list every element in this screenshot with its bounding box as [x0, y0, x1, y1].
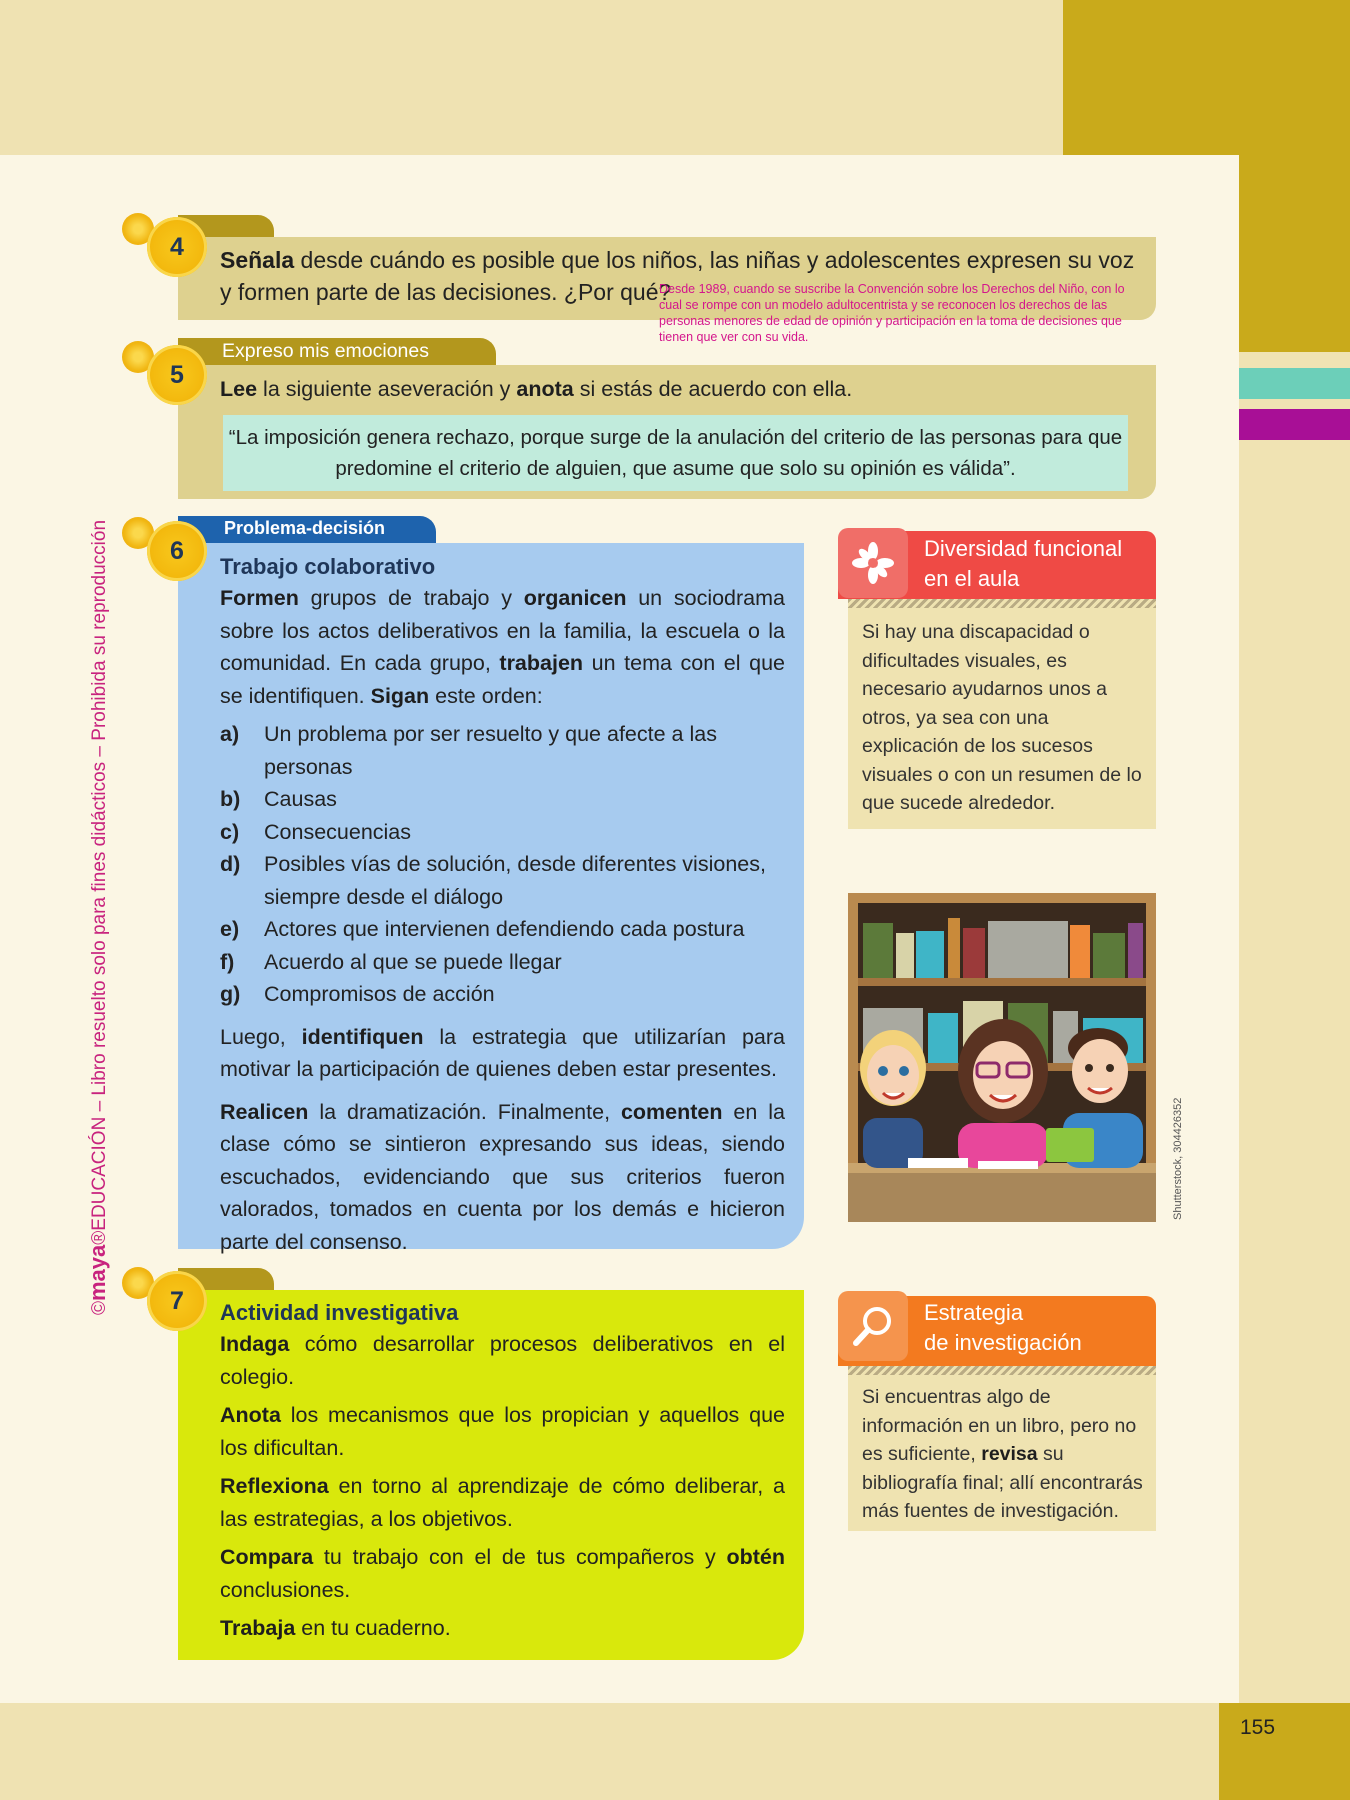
- right-margin-band: [1239, 352, 1350, 1800]
- activity-5-instruction: Lee la siguiente aseveración y anota si estás de acuerdo con ella.: [220, 377, 853, 401]
- list-item: b) Causas: [220, 787, 337, 811]
- activity-number-badge: 7: [147, 1271, 207, 1331]
- publisher-brand: maya: [85, 1244, 110, 1301]
- research-card-text: Si encuentras algo de información en un libro, pero no es suficiente, revisa su bibliografía final; allí encontrarás más fuentes de investigación.: [862, 1386, 1143, 1522]
- hatch-divider: [848, 599, 1156, 608]
- activity-6-title: Trabajo colaborativo: [220, 554, 436, 579]
- diversity-card-title: Diversidad funcional en el aula: [924, 536, 1123, 591]
- activity-6-tab-label: Problema-decisión: [224, 518, 386, 538]
- list-item: f) Acuerdo al que se puede llegar: [220, 949, 562, 974]
- activity-4-question: Señala desde cuándo es posible que los niños, las niñas y adolescentes expresen su voz y formen parte de las decisiones. ¿Por qué?: [220, 247, 1135, 305]
- list-item: c) Consecuencias: [220, 819, 412, 844]
- list-item: a) Un problema por ser resuelto y que afecte a las personas: [220, 722, 717, 779]
- students-library-illustration: [848, 893, 1156, 1222]
- activity-7-title: Actividad investigativa: [220, 1300, 459, 1325]
- activity-5-quote: “La imposición genera rechazo, porque surge de la anulación del criterio de las personas para que predomine el criterio de alguien, que asume que solo su opinión es válida”.: [223, 415, 1128, 491]
- activity-6-intro: Formen grupos de trabajo y organicen un sociodrama sobre los actos deliberativos en la familia, la escuela o la comunidad. En cada grupo, trabajen un tema con el que se identifiquen. Sigan este orden:: [220, 586, 786, 708]
- research-card-title: Estrategia de investigación: [924, 1300, 1082, 1355]
- diversity-card-text: Si hay una discapacidad o dificultades visuales, es necesario ayudarnos unos a otros, ya sea con una explicación de los sucesos visuales o con un resumen de lo que sucede alrededor.: [862, 621, 1142, 814]
- bottom-band: [0, 1703, 1350, 1800]
- activity-number-badge: 6: [147, 521, 207, 581]
- activity-7-step-5: Trabaja en tu cuaderno.: [220, 1616, 451, 1640]
- activity-5-tab-label: Expreso mis emociones: [222, 340, 429, 362]
- activity-7-step-1: Indaga cómo desarrollar procesos deliberativos en el colegio.: [220, 1332, 785, 1389]
- activity-4-answer: Desde 1989, cuando se suscribe la Convención sobre los Derechos del Niño, con lo cual se rompe con un modelo adultocentrista y se reconocen los derechos de las personas menores de edad de opinión y participación en la toma de decisiones que tienen que ver con su vida.: [659, 282, 1125, 344]
- list-item: g) Compromisos de acción: [220, 982, 495, 1006]
- image-credit: Shutterstock, 304426352: [1172, 1097, 1184, 1220]
- activity-7-step-2: Anota los mecanismos que los propician y aquellos que los dificultan.: [220, 1403, 785, 1460]
- activity-7-step-4: Compara tu trabajo con el de tus compañeros y obtén conclusiones.: [220, 1545, 785, 1602]
- magnifier-icon: [838, 1291, 908, 1361]
- activity-6-list: [220, 718, 785, 1011]
- page-number-box: [1219, 1703, 1350, 1800]
- activity-number-badge: 4: [147, 217, 207, 277]
- activity-7-content: [220, 1298, 785, 1651]
- activity-6-paragraph-2: Luego, identifiquen la estrategia que utilizarían para motivar la participación de quienes deben estar presentes.: [220, 1024, 785, 1081]
- page-number: 155: [1240, 1716, 1276, 1739]
- activity-6-paragraph-3: Realicen la dramatización. Finalmente, comenten en la clase cómo se sintieron expresando sus ideas, siendo escuchados, evidenciando que sus criterios fueron valorados, tomados en cuenta por los demás e hicieron parte del consenso.: [220, 1099, 785, 1254]
- list-item: e) Actores que intervienen defendiendo cada postura: [220, 917, 745, 941]
- activity-6-content: [220, 552, 785, 1258]
- flower-icon: [838, 528, 908, 598]
- hatch-divider: [848, 1366, 1156, 1375]
- activity-number-badge: 5: [147, 345, 207, 405]
- section-tab-magenta: [1239, 409, 1350, 440]
- section-tab-teal: [1239, 368, 1350, 399]
- copyright-margin-text: ©maya®EDUCACIÓN – Libro resuelto solo para fines didácticos – Prohibida su reproducción: [85, 519, 110, 1315]
- activity-7-step-3: Reflexiona en torno al aprendizaje de cómo deliberar, a las estrategias, a los objetivos.: [220, 1474, 785, 1531]
- list-item: d) Posibles vías de solución, desde diferentes visiones, siempre desde el diálogo: [220, 852, 766, 909]
